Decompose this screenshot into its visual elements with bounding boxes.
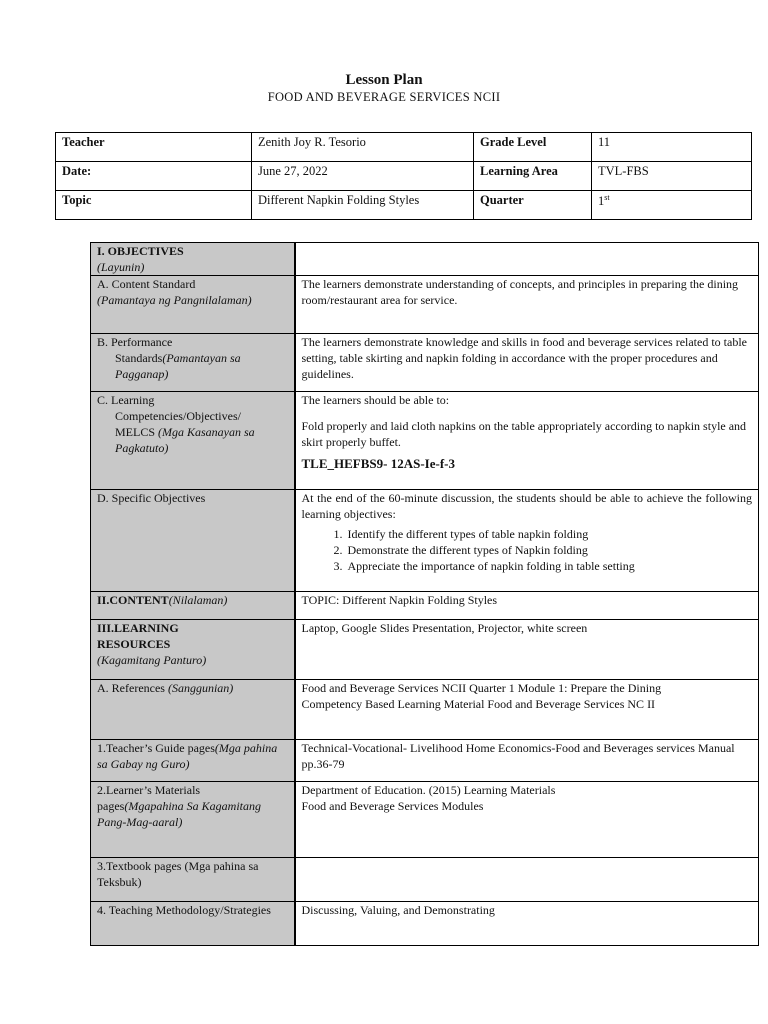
performance-standard-label-wrap (97, 350, 288, 382)
row-content-standard (91, 276, 759, 334)
list-item: 1. Identify the different types of table napkin folding (346, 526, 753, 542)
competency-code: TLE_HEFBS9- 12AS-Ie-f-3 (301, 456, 455, 471)
row-references (91, 680, 759, 740)
content-label: II.CONTENT (97, 593, 169, 607)
row-learning-resources (91, 620, 759, 680)
objectives-empty-cell (295, 243, 759, 276)
teaching-methodology-text: Discussing, Valuing, and Demonstrating (295, 902, 759, 946)
competencies-label-cell (91, 392, 295, 490)
page-subtitle: FOOD AND BEVERAGE SERVICES NCII (267, 90, 501, 104)
competencies-label-wrap (97, 408, 288, 456)
row-specific-objectives (91, 490, 759, 592)
learners-materials-text-2: Food and Beverage Services Modules (301, 799, 484, 813)
textbook-label: 3.Textbook pages (Mga pahina sa Teksbuk) (91, 858, 295, 902)
performance-standard-label-cell (91, 334, 295, 392)
content-standard-sub: (Pamantaya ng Pangnilalaman) (97, 293, 252, 307)
competencies-sub: (Mga Kasanayan sa Pagkatuto) (115, 425, 255, 455)
textbook-text (295, 858, 759, 902)
date-value: June 27, 2022 (252, 162, 474, 191)
teachers-guide-label: 1.Teacher’s Guide pages (97, 741, 215, 755)
content-standard-label: A. Content Standard (97, 277, 196, 291)
content-text: TOPIC: Different Napkin Folding Styles (295, 592, 759, 620)
row-teaching-methodology (91, 902, 759, 946)
content-standard-text: The learners demonstrate understanding of concepts, and principles in preparing the dining room/restaurant area for service. (295, 276, 759, 334)
learners-materials-label: 2.Learner’s Materials pages (97, 783, 201, 813)
area-label: Learning Area (474, 162, 592, 191)
performance-standard-text: The learners demonstrate knowledge and skills in food and beverage services related to table setting, table skirting and napkin folding in accordance with the proper procedures and guidelines. (295, 334, 759, 392)
content-label-cell (91, 592, 295, 620)
grade-value: 11 (592, 133, 752, 162)
learners-materials-text-1: Department of Education. (2015) Learning Materials (301, 783, 556, 797)
competencies-text-2: Fold properly and laid cloth napkins on the table appropriately according to napkin style and skirt properly buffet. (301, 419, 747, 449)
info-row-date (56, 162, 752, 191)
competencies-label-b: Competencies/Objectives/ (115, 409, 241, 423)
quarter-label: Quarter (474, 191, 592, 220)
resources-label-cell (91, 620, 295, 680)
teachers-guide-sub: (Mga pahina sa Gabay ng Guro) (97, 741, 278, 771)
info-table (55, 132, 752, 220)
objectives-heading: I. OBJECTIVES (97, 244, 184, 258)
competencies-text-cell (295, 392, 759, 490)
performance-standard-label-b: Standards (115, 351, 163, 365)
teacher-label: Teacher (56, 133, 252, 162)
date-label: Date: (56, 162, 252, 191)
quarter-suffix: st (604, 193, 610, 202)
resources-label-a: III.LEARNING (97, 621, 179, 635)
info-row-topic (56, 191, 752, 220)
content-label-sub: (Nilalaman) (168, 593, 228, 607)
row-teachers-guide (91, 740, 759, 782)
specific-objectives-intro: At the end of the 60-minute discussion, the students should be able to achieve the following learning objectives: (301, 491, 752, 521)
row-performance-standard (91, 334, 759, 392)
teaching-methodology-label: 4. Teaching Methodology/Strategies (91, 902, 295, 946)
list-item: 2. Demonstrate the different types of Napkin folding (346, 542, 753, 558)
resources-text: Laptop, Google Slides Presentation, Projector, white screen (295, 620, 759, 680)
resources-label-sub: (Kagamitang Panturo) (97, 653, 207, 667)
topic-label: Topic (56, 191, 252, 220)
row-objectives (91, 243, 759, 276)
grade-label: Grade Level (474, 133, 592, 162)
quarter-value: 1 (598, 194, 605, 209)
lesson-table (90, 242, 759, 946)
learners-materials-label-cell (91, 782, 295, 858)
resources-label-b: RESOURCES (97, 637, 171, 651)
learners-materials-cell (295, 782, 759, 858)
references-text-2: Competency Based Learning Material Food and Beverage Services NC II (301, 697, 656, 711)
row-content (91, 592, 759, 620)
specific-objectives-cell (295, 490, 759, 592)
references-cell (295, 680, 759, 740)
quarter-cell (592, 191, 752, 220)
topic-value: Different Napkin Folding Styles (252, 191, 474, 220)
row-learners-materials (91, 782, 759, 858)
performance-standard-sub: (Pamantayan sa Pagganap) (115, 351, 241, 381)
teachers-guide-text: Technical-Vocational- Livelihood Home Economics-Food and Beverages services Manual pp.36-79 (295, 740, 759, 782)
list-item: 3. Appreciate the importance of napkin folding in table setting (346, 558, 753, 574)
references-sub: (Sanggunian) (167, 681, 234, 695)
competencies-label-c: MELCS (115, 425, 159, 439)
area-value: TVL-FBS (592, 162, 752, 191)
objectives-heading-sub: (Layunin) (97, 260, 145, 274)
specific-objectives-label: D. Specific Objectives (97, 491, 206, 505)
content-standard-label-cell (91, 276, 295, 334)
references-text-1: Food and Beverage Services NCII Quarter 1 Module 1: Prepare the Dining (301, 681, 662, 695)
references-label-cell (91, 680, 295, 740)
teachers-guide-label-cell (91, 740, 295, 782)
learners-materials-sub: (Mgapahina Sa Kagamitang Pang-Mag-aaral) (97, 799, 261, 829)
row-textbook (91, 858, 759, 902)
competencies-text-1: The learners should be able to: (301, 393, 450, 407)
info-row-teacher (56, 133, 752, 162)
competencies-label-a: C. Learning (97, 393, 155, 407)
teacher-value: Zenith Joy R. Tesorio (252, 133, 474, 162)
objectives-heading-cell (91, 243, 295, 276)
specific-objectives-label-cell (91, 490, 295, 592)
performance-standard-label-a: B. Performance (97, 335, 173, 349)
specific-objectives-list (302, 526, 753, 574)
page-title: Lesson Plan (345, 72, 423, 88)
references-label: A. References (97, 681, 168, 695)
row-competencies (91, 392, 759, 490)
